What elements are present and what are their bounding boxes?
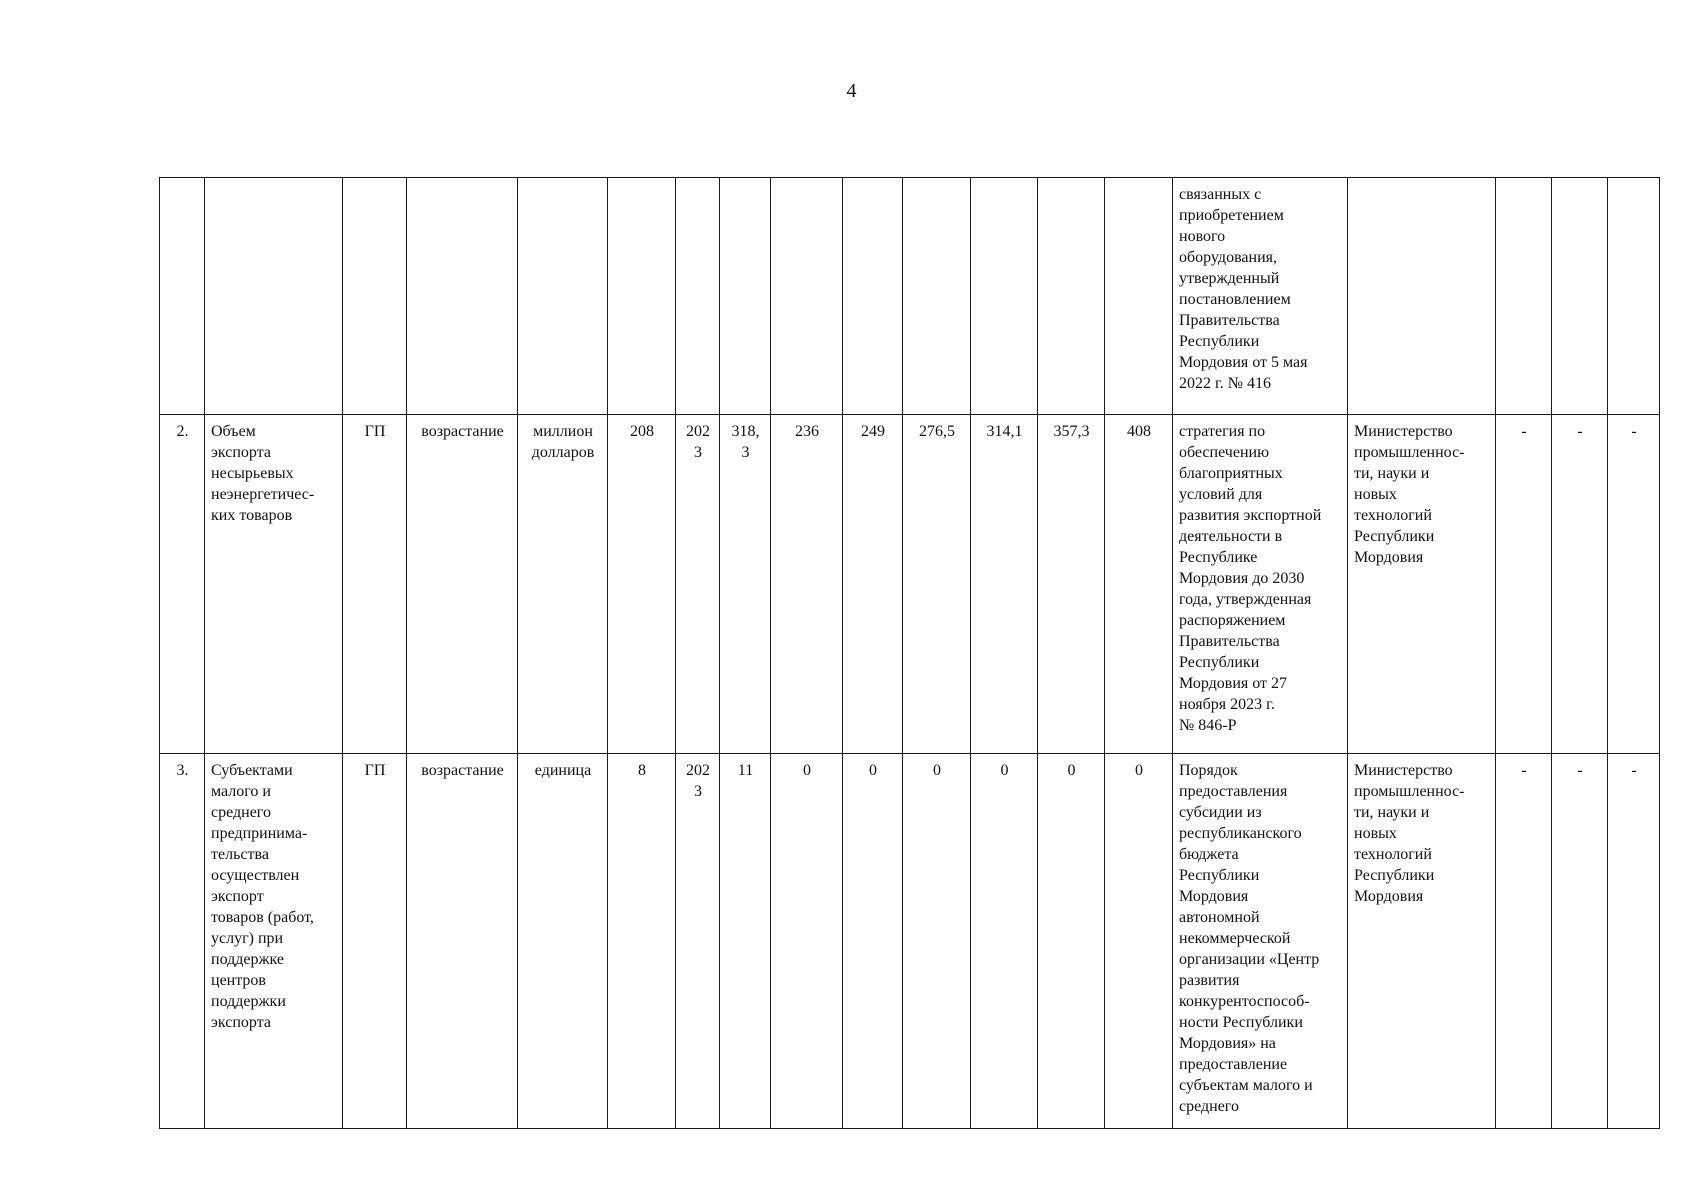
- cell-level: ГП: [343, 754, 407, 1129]
- indicators-table: [159, 177, 1660, 1129]
- page-number: 4: [846, 80, 857, 102]
- cell-v1: [720, 178, 771, 415]
- cell-v3: [843, 178, 903, 415]
- table-row-continued: [160, 178, 1660, 415]
- cell-trend: возрастание: [407, 754, 518, 1129]
- cell-no: 3.: [160, 754, 205, 1129]
- cell-v5: 314,1: [971, 415, 1038, 754]
- cell-v2: [771, 178, 843, 415]
- cell-c3: -: [1608, 754, 1660, 1129]
- cell-v4: 0: [903, 754, 971, 1129]
- cell-c2: -: [1552, 415, 1608, 754]
- cell-v7: 408: [1105, 415, 1173, 754]
- cell-unit: [518, 178, 608, 415]
- cell-v6: [1038, 178, 1105, 415]
- cell-document: Порядок предоставления субсидии из республиканского бюджета Республики Мордовия автономной некоммерческой организации «Центр развития конкурентоспособ- ности Республики Мордовия» на предоставление субъектам малого и среднего: [1173, 754, 1348, 1129]
- cell-c1: -: [1496, 415, 1552, 754]
- cell-level: ГП: [343, 415, 407, 754]
- cell-v6: 357,3: [1038, 415, 1105, 754]
- cell-trend: [407, 178, 518, 415]
- cell-name: [205, 178, 343, 415]
- cell-v4: 276,5: [903, 415, 971, 754]
- cell-v7: 0: [1105, 754, 1173, 1129]
- cell-v2: 0: [771, 754, 843, 1129]
- cell-base-value: [608, 178, 676, 415]
- cell-level: [343, 178, 407, 415]
- cell-v5: 0: [971, 754, 1038, 1129]
- cell-name: Субъектами малого и среднего предпринима- тельства осуществлен экспорт товаров (работ, услуг) при поддержке центров поддержки экспорта: [205, 754, 343, 1129]
- cell-responsible: Министерство промышленнос- ти, науки и новых технологий Республики Мордовия: [1348, 754, 1496, 1129]
- cell-name: Объем экспорта несырьевых неэнергетичес- ких товаров: [205, 415, 343, 754]
- cell-v1: 318, 3: [720, 415, 771, 754]
- cell-v2: 236: [771, 415, 843, 754]
- cell-base-value: 208: [608, 415, 676, 754]
- cell-v7: [1105, 178, 1173, 415]
- cell-base-year: [676, 178, 720, 415]
- cell-v4: [903, 178, 971, 415]
- cell-trend: возрастание: [407, 415, 518, 754]
- cell-v3: 0: [843, 754, 903, 1129]
- cell-c2: -: [1552, 754, 1608, 1129]
- cell-v6: 0: [1038, 754, 1105, 1129]
- cell-unit: единица: [518, 754, 608, 1129]
- cell-c3: -: [1608, 415, 1660, 754]
- cell-v5: [971, 178, 1038, 415]
- cell-responsible: [1348, 178, 1496, 415]
- table-row: [160, 415, 1660, 754]
- cell-unit: миллион долларов: [518, 415, 608, 754]
- cell-base-value: 8: [608, 754, 676, 1129]
- cell-c2: [1552, 178, 1608, 415]
- cell-base-year: 202 3: [676, 754, 720, 1129]
- cell-v3: 249: [843, 415, 903, 754]
- cell-c1: -: [1496, 754, 1552, 1129]
- cell-base-year: 202 3: [676, 415, 720, 754]
- cell-v1: 11: [720, 754, 771, 1129]
- table-row: [160, 754, 1660, 1129]
- cell-c3: [1608, 178, 1660, 415]
- cell-no: 2.: [160, 415, 205, 754]
- cell-responsible: Министерство промышленнос- ти, науки и новых технологий Республики Мордовия: [1348, 415, 1496, 754]
- cell-c1: [1496, 178, 1552, 415]
- cell-document: связанных с приобретением нового оборудования, утвержденный постановлением Правительства Республики Мордовия от 5 мая 2022 г. № 416: [1173, 178, 1348, 415]
- cell-document: стратегия по обеспечению благоприятных условий для развития экспортной деятельности в Республике Мордовия до 2030 года, утвержденная распоряжением Правительства Республики Мордовия от 27 ноября 2023 г. № 846-Р: [1173, 415, 1348, 754]
- cell-no: [160, 178, 205, 415]
